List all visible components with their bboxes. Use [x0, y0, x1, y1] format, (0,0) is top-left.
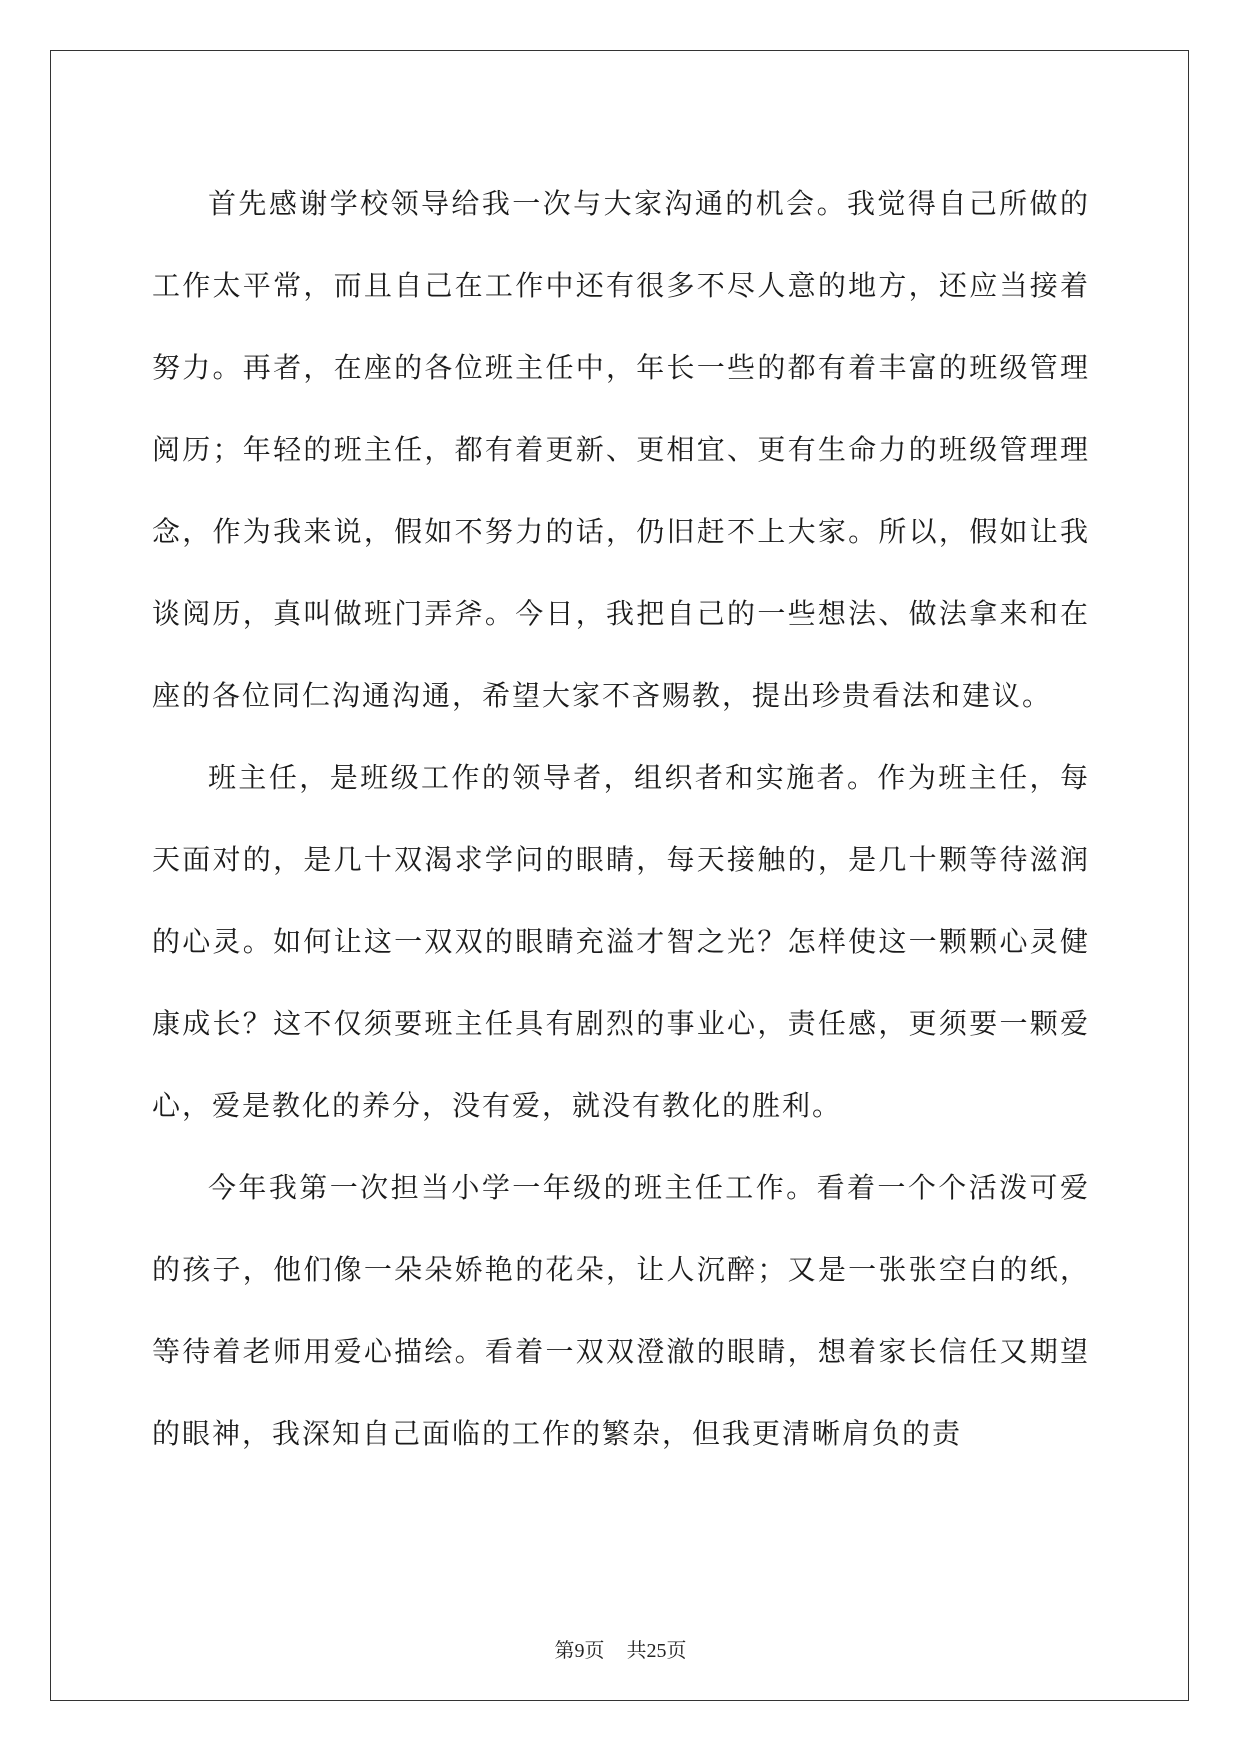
page-number: 第9页: [554, 1640, 605, 1662]
document-body: [152, 163, 1090, 1475]
paragraph-3: 今年我第一次担当小学一年级的班主任工作。看着一个个活泼可爱的孩子，他们像一朵朵娇艳的花朵，让人沉醉；又是一张张空白的纸，等待着老师用爱心描绘。看着一双双澄澈的眼睛，想着家长信任又期望的眼神，我深知自己面临的工作的繁杂，但我更清晰肩负的责: [152, 1171, 1090, 1450]
paragraph-2: 班主任，是班级工作的领导者，组织者和实施者。作为班主任，每天面对的，是几十双渴求学问的眼睛，每天接触的，是几十颗等待滋润的心灵。如何让这一双双的眼睛充溢才智之光？怎样使这一颗颗心灵健康成长？这不仅须要班主任具有剧烈的事业心，责任感，更须要一颗爱心，爱是教化的养分，没有爱，就没有教化的胜利。: [152, 761, 1090, 1122]
page-footer: [0, 1634, 1241, 1663]
page-total: 共25页: [626, 1640, 687, 1662]
paragraph-1: 首先感谢学校领导给我一次与大家沟通的机会。我觉得自己所做的工作太平常，而且自己在工作中还有很多不尽人意的地方，还应当接着努力。再者，在座的各位班主任中，年长一些的都有着丰富的班级管理阅历；年轻的班主任，都有着更新、更相宜、更有生命力的班级管理理念，作为我来说，假如不努力的话，仍旧赶不上大家。所以，假如让我谈阅历，真叫做班门弄斧。今日，我把自己的一些想法、做法拿来和在座的各位同仁沟通沟通，希望大家不吝赐教，提出珍贵看法和建议。: [152, 187, 1090, 712]
